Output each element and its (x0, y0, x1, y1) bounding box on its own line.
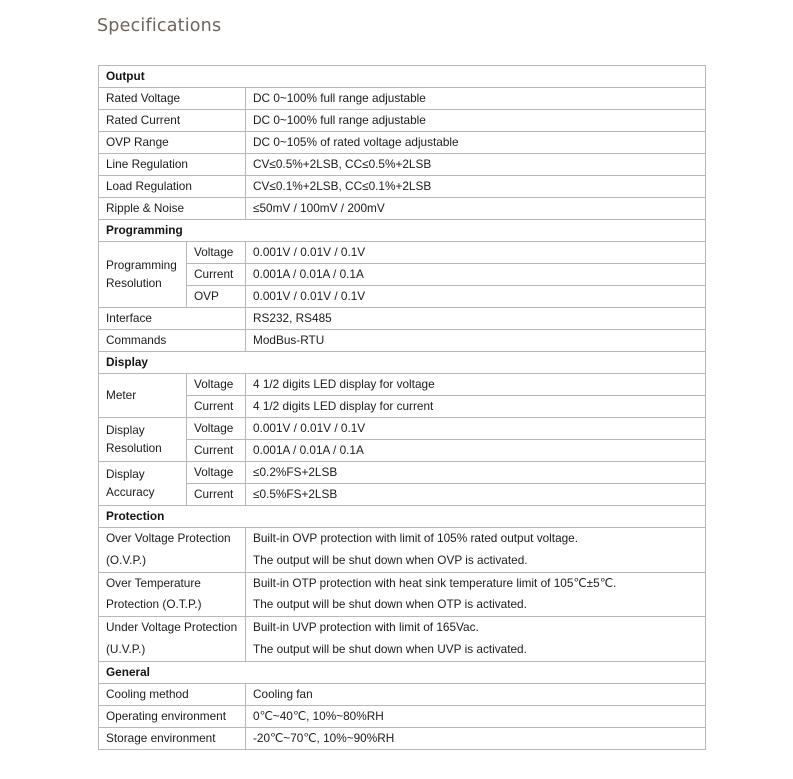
row-value-programming-resolution-ovp: 0.001V / 0.01V / 0.1V (246, 286, 706, 308)
label-line-1: Display (106, 466, 145, 481)
table-row (99, 286, 706, 308)
label-line-2: Protection (O.T.P.) (106, 597, 202, 612)
row-value-rated-current: DC 0~100% full range adjustable (246, 110, 706, 132)
value-line-2: The output will be shut down when UVP is activated. (253, 642, 527, 657)
row-label-rated-current: Rated Current (99, 110, 246, 132)
row-label-operating-environment: Operating environment (99, 705, 246, 727)
label-line-1: Meter (106, 387, 137, 402)
table-row (99, 176, 706, 198)
row-label-display-accuracy (99, 462, 187, 506)
table-row (99, 330, 706, 352)
row-label-load-regulation: Load Regulation (99, 176, 246, 198)
section-header-row (99, 661, 706, 683)
row-sublabel-current: Current (187, 484, 246, 506)
table-row (99, 617, 706, 662)
row-sublabel-voltage: Voltage (187, 418, 246, 440)
row-value-programming-resolution-current: 0.001A / 0.01A / 0.1A (246, 264, 706, 286)
label-line-1: Over Temperature (106, 575, 201, 590)
row-sublabel-voltage: Voltage (187, 462, 246, 484)
table-row (99, 727, 706, 749)
table-row (99, 683, 706, 705)
table-row (99, 132, 706, 154)
table-row (99, 572, 706, 617)
row-value-display-accuracy-current: ≤0.5%FS+2LSB (246, 484, 706, 506)
page-title: Specifications (97, 16, 222, 36)
value-line-1: Built-in OTP protection with heat sink temperature limit of 105℃±5℃. (253, 575, 617, 590)
row-sublabel-current: Current (187, 440, 246, 462)
row-label-rated-voltage: Rated Voltage (99, 88, 246, 110)
row-sublabel-current: Current (187, 264, 246, 286)
value-line-1: Built-in OVP protection with limit of 105% rated output voltage. (253, 531, 579, 545)
section-header-output: Output (99, 66, 706, 88)
table-row (99, 88, 706, 110)
label-line-1: Display (106, 422, 145, 437)
label-line-1: Over Voltage Protection (106, 531, 231, 545)
row-sublabel-voltage: Voltage (187, 242, 246, 264)
row-label-ovp-range: OVP Range (99, 132, 246, 154)
row-value-meter-current: 4 1/2 digits LED display for current (246, 396, 706, 418)
table-row (99, 308, 706, 330)
table-row (99, 374, 706, 396)
section-header-general: General (99, 661, 706, 683)
table-row (99, 705, 706, 727)
section-header-display: Display (99, 352, 706, 374)
row-label-display-resolution (99, 418, 187, 462)
row-label-ripple-noise: Ripple & Noise (99, 198, 246, 220)
label-line-2: (U.V.P.) (106, 642, 146, 657)
row-value-under-voltage-protection (246, 617, 706, 662)
table-row (99, 110, 706, 132)
row-sublabel-ovp: OVP (187, 286, 246, 308)
section-header-protection: Protection (99, 506, 706, 528)
row-value-operating-environment: 0℃~40℃, 10%~80%RH (246, 705, 706, 727)
row-label-cooling-method: Cooling method (99, 683, 246, 705)
value-line-2: The output will be shut down when OVP is activated. (253, 552, 528, 567)
row-value-display-resolution-current: 0.001A / 0.01A / 0.1A (246, 440, 706, 462)
row-value-load-regulation: CV≤0.1%+2LSB, CC≤0.1%+2LSB (246, 176, 706, 198)
row-value-storage-environment: -20℃~70℃, 10%~90%RH (246, 727, 706, 749)
label-line-2: Resolution (106, 275, 162, 290)
row-label-under-voltage-protection (99, 617, 246, 662)
row-value-display-accuracy-voltage: ≤0.2%FS+2LSB (246, 462, 706, 484)
table-row (99, 528, 706, 573)
row-label-programming-resolution (99, 242, 187, 308)
row-value-interface: RS232, RS485 (246, 308, 706, 330)
section-header-row (99, 506, 706, 528)
label-line-2: Accuracy (106, 484, 155, 499)
table-row (99, 418, 706, 440)
table-row (99, 396, 706, 418)
section-header-row (99, 352, 706, 374)
row-value-over-temperature-protection (246, 572, 706, 617)
row-label-meter (99, 374, 187, 418)
section-header-row (99, 66, 706, 88)
row-label-interface: Interface (99, 308, 246, 330)
value-line-1: Built-in UVP protection with limit of 165Vac. (253, 620, 479, 635)
table-row (99, 198, 706, 220)
value-line-2: The output will be shut down when OTP is activated. (253, 597, 527, 612)
table-row (99, 440, 706, 462)
table-row (99, 484, 706, 506)
row-label-commands: Commands (99, 330, 246, 352)
row-value-ovp-range: DC 0~105% of rated voltage adjustable (246, 132, 706, 154)
table-row (99, 264, 706, 286)
row-label-line-regulation: Line Regulation (99, 154, 246, 176)
row-label-over-voltage-protection (99, 528, 246, 573)
row-value-over-voltage-protection (246, 528, 706, 573)
table-row (99, 462, 706, 484)
row-value-line-regulation: CV≤0.5%+2LSB, CC≤0.5%+2LSB (246, 154, 706, 176)
label-line-1: Programming (106, 257, 177, 272)
row-value-cooling-method: Cooling fan (246, 683, 706, 705)
label-line-1: Under Voltage Protection (106, 620, 238, 635)
row-value-ripple-noise: ≤50mV / 100mV / 200mV (246, 198, 706, 220)
section-header-row (99, 220, 706, 242)
section-header-programming: Programming (99, 220, 706, 242)
label-line-2: Resolution (106, 440, 162, 455)
row-value-meter-voltage: 4 1/2 digits LED display for voltage (246, 374, 706, 396)
row-value-commands: ModBus-RTU (246, 330, 706, 352)
row-sublabel-current: Current (187, 396, 246, 418)
row-label-over-temperature-protection (99, 572, 246, 617)
row-label-storage-environment: Storage environment (99, 727, 246, 749)
row-sublabel-voltage: Voltage (187, 374, 246, 396)
specifications-table (98, 65, 706, 750)
table-row (99, 154, 706, 176)
table-row (99, 242, 706, 264)
row-value-programming-resolution-voltage: 0.001V / 0.01V / 0.1V (246, 242, 706, 264)
row-value-display-resolution-voltage: 0.001V / 0.01V / 0.1V (246, 418, 706, 440)
row-value-rated-voltage: DC 0~100% full range adjustable (246, 88, 706, 110)
label-line-2: (O.V.P.) (106, 552, 146, 567)
